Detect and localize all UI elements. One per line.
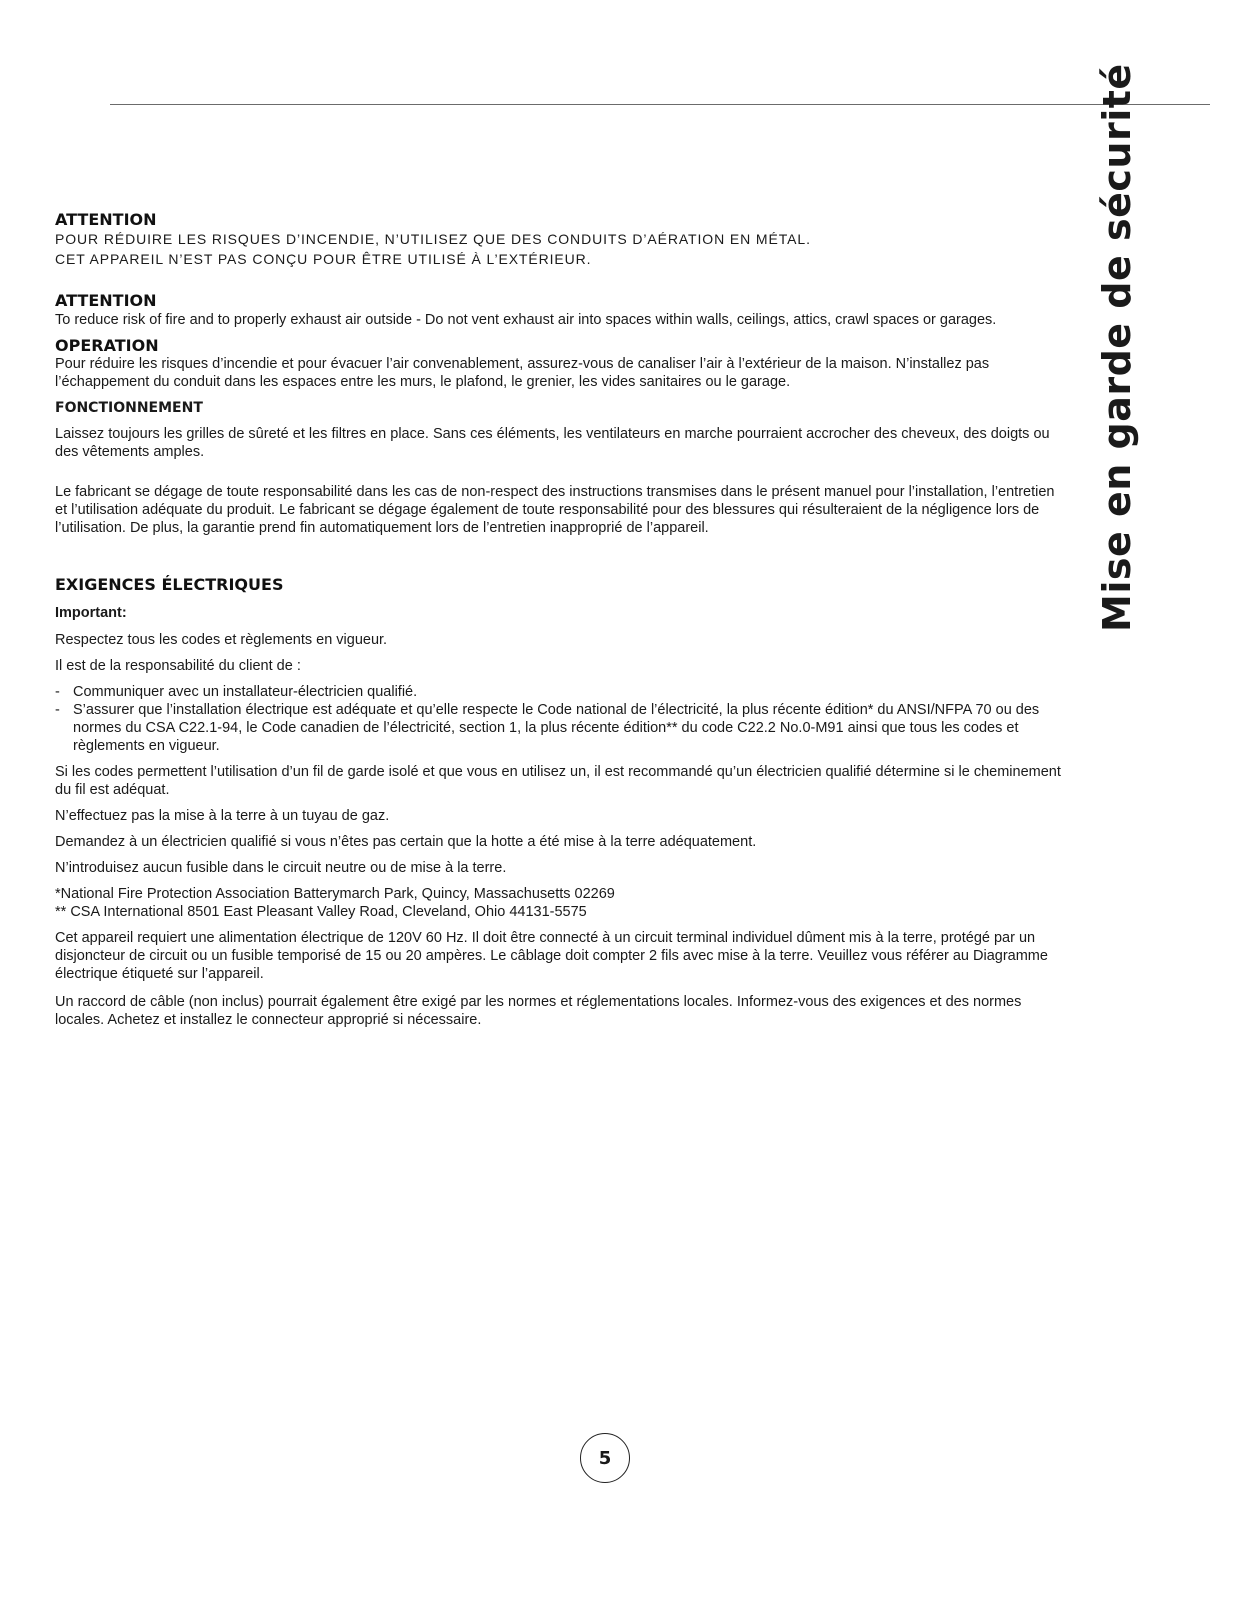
attention-text-2: To reduce risk of fire and to properly exhaust air outside - Do not vent exhaust air into spaces within walls, ceilings, attics, crawl spaces or garages. bbox=[55, 312, 997, 328]
attention-heading-1: ATTENTION bbox=[55, 210, 157, 229]
responsibility-text: Il est de la responsabilité du client de : bbox=[55, 658, 301, 674]
attention-heading-2: ATTENTION bbox=[55, 291, 157, 310]
page-number: 5 bbox=[580, 1433, 630, 1483]
codes-text: Respectez tous les codes et règlements en vigueur. bbox=[55, 632, 388, 648]
fonctionnement-text: Laissez toujours les grilles de sûreté et les filtres en place. Sans ces éléments, les ventilateurs en marche pourraient accrocher des cheveux, des doigts ou des vêtements amples. bbox=[55, 426, 1050, 460]
gas-pipe-text: N’effectuez pas la mise à la terre à un tuyau de gaz. bbox=[55, 808, 390, 824]
top-rule bbox=[110, 104, 1210, 105]
ground-wire-text: Si les codes permettent l’utilisation d’un fil de garde isolé et que vous en utilisez un, il est recommandé qu’un électricien qualifié détermine si le cheminement du fil est adéquat. bbox=[55, 764, 1061, 798]
important-label: Important: bbox=[55, 605, 127, 621]
power-requirements-text: Cet appareil requiert une alimentation électrique de 120V 60 Hz. Il doit être connecté à un circuit terminal individuel dûment mis à la terre, protégé par un disjoncteur de circuit ou un fusible temporisé de 15 ou 20 ampères. Le câblage doit compter 2 fils avec mise à la terre. Veuillez vous référer au Diagramme électrique étiqueté sur l’appareil. bbox=[55, 930, 1048, 982]
cable-connector-text: Un raccord de câble (non inclus) pourrait également être exigé par les normes et réglementations locales. Informez-vous des exigences et des normes locales. Achetez et installez le connecteur approprié si nécessaire. bbox=[55, 994, 1022, 1028]
responsibility-list bbox=[55, 683, 1065, 755]
electrical-heading: EXIGENCES ÉLECTRIQUES bbox=[55, 575, 284, 594]
attention-line-2: CET APPAREIL N’EST PAS CONÇU POUR ÊTRE UTILISÉ À L’EXTÉRIEUR. bbox=[55, 251, 592, 267]
operation-text: Pour réduire les risques d’incendie et pour évacuer l’air convenablement, assurez-vous de canaliser l’air à l’extérieur de la maison. N’installez pas l’échappement du conduit dans les espaces entre les murs, le plafond, le grenier, les vides sanitaires ou le garage. bbox=[55, 356, 990, 390]
side-section-title: Mise en garde de sécurité bbox=[1095, 63, 1139, 632]
page-content bbox=[55, 210, 1065, 1029]
no-fuse-text: N’introduisez aucun fusible dans le circuit neutre ou de mise à la terre. bbox=[55, 860, 507, 876]
ask-electrician-text: Demandez à un électricien qualifié si vous n’êtes pas certain que la hotte a été mise à la terre adéquatement. bbox=[55, 834, 757, 850]
footnote-nfpa: *National Fire Protection Association Batterymarch Park, Quincy, Massachusetts 02269 bbox=[55, 886, 615, 902]
list-item: - Communiquer avec un installateur-électricien qualifié. bbox=[55, 683, 1065, 701]
operation-heading: OPERATION bbox=[55, 336, 159, 355]
list-item: - S’assurer que l’installation électrique est adéquate et qu’elle respecte le Code national de l’électricité, la plus récente édition* du ANSI/NFPA 70 ou des normes du CSA C22.1-94, le Code canadien de l’électricité, section 1, la plus récente édition** du code C22.2 No.0-M91 ainsi que tous les codes et règlements en vigueur. bbox=[55, 701, 1065, 755]
liability-text: Le fabricant se dégage de toute responsabilité dans les cas de non-respect des instructions transmises dans le présent manuel pour l’installation, l’entretien et l’utilisation adéquate du produit. Le fabricant se dégage également de toute responsabilité pour des blessures qui résulteraient de la négligence lors de l’utilisation. De plus, la garantie prend fin automatiquement lors de l’entretien inapproprié de l’appareil. bbox=[55, 484, 1055, 536]
fonctionnement-heading: FONCTIONNEMENT bbox=[55, 400, 203, 416]
attention-line-1: POUR RÉDUIRE LES RISQUES D’INCENDIE, N’UTILISEZ QUE DES CONDUITS D’AÉRATION EN MÉTAL. bbox=[55, 231, 811, 247]
footnote-csa: ** CSA International 8501 East Pleasant Valley Road, Cleveland, Ohio 44131-5575 bbox=[55, 904, 587, 920]
